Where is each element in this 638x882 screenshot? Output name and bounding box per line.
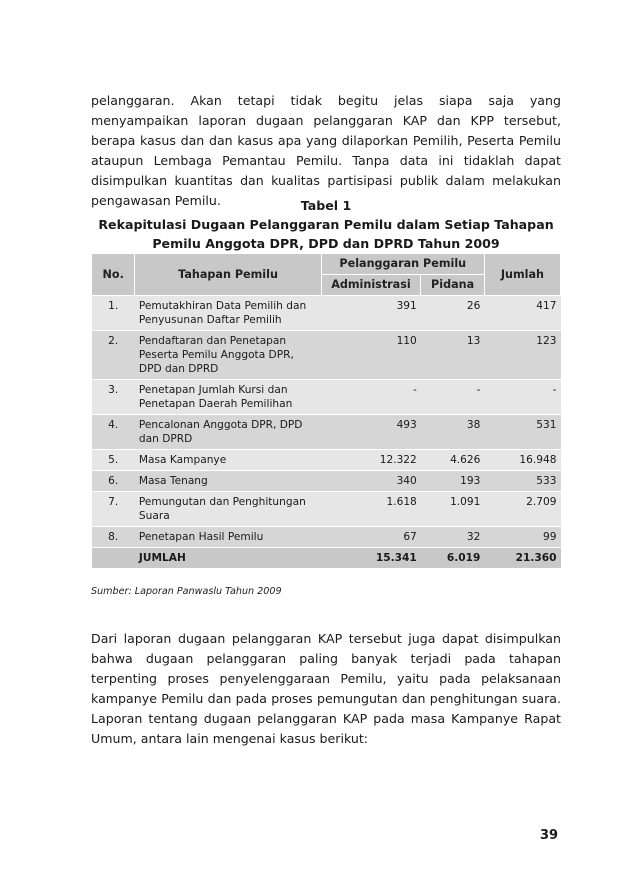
cell-administrasi: 391 [321,296,421,331]
cell-no: 5. [92,450,135,471]
cell-administrasi: 12.322 [321,450,421,471]
cell-pidana: - [421,380,485,415]
cell-jumlah: 417 [484,296,560,331]
table-title-line1: Rekapitulasi Dugaan Pelanggaran Pemilu dalam Setiap Tahapan [98,217,554,232]
cell-tahapan: Penetapan Jumlah Kursi dan Penetapan Daerah Pemilihan [135,380,321,415]
table-row [92,415,561,450]
cell-tahapan: Pemungutan dan Penghitungan Suara [135,492,321,527]
header-no: No. [92,254,135,296]
cell-administrasi: 67 [321,527,421,548]
total-administrasi: 15.341 [321,548,421,569]
header-pelanggaran: Pelanggaran Pemilu [321,254,484,275]
cell-pidana: 1.091 [421,492,485,527]
table-row [92,492,561,527]
table-source: Sumber: Laporan Panwaslu Tahun 2009 [91,586,282,597]
table-row [92,331,561,380]
cell-no: 8. [92,527,135,548]
cell-tahapan: Pemutakhiran Data Pemilih dan Penyusunan Daftar Pemilih [135,296,321,331]
table-row [92,527,561,548]
cell-administrasi: 1.618 [321,492,421,527]
total-label: JUMLAH [135,548,321,569]
page-number: 39 [540,828,559,843]
cell-pidana: 38 [421,415,485,450]
cell-no: 4. [92,415,135,450]
cell-administrasi: 340 [321,471,421,492]
table-row [92,296,561,331]
table-header-row [92,254,561,275]
cell-tahapan: Pencalonan Anggota DPR, DPD dan DPRD [135,415,321,450]
cell-administrasi: 493 [321,415,421,450]
cell-jumlah: 533 [484,471,560,492]
header-tahapan: Tahapan Pemilu [135,254,321,296]
cell-pidana: 4.626 [421,450,485,471]
table-title-line2: Pemilu Anggota DPR, DPD dan DPRD Tahun 2009 [152,236,500,251]
cell-pidana: 32 [421,527,485,548]
cell-administrasi: 110 [321,331,421,380]
table-row [92,471,561,492]
table-row [92,380,561,415]
cell-no: 7. [92,492,135,527]
cell-jumlah: 531 [484,415,560,450]
violation-table [91,253,561,569]
cell-jumlah: 2.709 [484,492,560,527]
cell-pidana: 26 [421,296,485,331]
total-pidana: 6.019 [421,548,485,569]
header-administrasi: Administrasi [321,275,421,296]
cell-tahapan: Penetapan Hasil Pemilu [135,527,321,548]
header-jumlah: Jumlah [484,254,560,296]
table-total-row [92,548,561,569]
cell-no: 6. [92,471,135,492]
table-row [92,450,561,471]
cell-jumlah: - [484,380,560,415]
cell-pidana: 13 [421,331,485,380]
cell-pidana: 193 [421,471,485,492]
cell-jumlah: 16.948 [484,450,560,471]
cell-administrasi: - [321,380,421,415]
cell-jumlah: 99 [484,527,560,548]
cell-tahapan: Masa Tenang [135,471,321,492]
cell-tahapan: Pendaftaran dan Penetapan Peserta Pemilu Anggota DPR, DPD dan DPRD [135,331,321,380]
cell-tahapan: Masa Kampanye [135,450,321,471]
intro-paragraph: pelanggaran. Akan tetapi tidak begitu jelas siapa saja yang menyampaikan laporan dugaan pelanggaran KAP dan KPP tersebut, berapa kasus dan dan kasus apa yang dilaporkan Pemilih, Peserta Pemilu ataupun Lembaga Pemantau Pemilu. Tanpa data ini tidaklah dapat disimpulkan kuantitas dan kualitas partisipasi publik dalam melakukan pengawasan Pemilu. [91,93,561,208]
cell-no: 3. [92,380,135,415]
header-pidana: Pidana [421,275,485,296]
cell-jumlah: 123 [484,331,560,380]
cell-no: 1. [92,296,135,331]
table-label: Tabel 1 [300,198,352,213]
table-caption [91,196,561,253]
closing-paragraph: Dari laporan dugaan pelanggaran KAP tersebut juga dapat disimpulkan bahwa dugaan pelanggaran paling banyak terjadi pada tahapan terpenting proses penyelenggaraan Pemilu, yaitu pada pelaksanaan kampanye Pemilu dan pada proses pemungutan dan penghitungan suara. Laporan tentang dugaan pelanggaran KAP pada masa Kampanye Rapat Umum, antara lain mengenai kasus berikut: [91,631,561,746]
cell-no-empty [92,548,135,569]
total-jumlah: 21.360 [484,548,560,569]
cell-no: 2. [92,331,135,380]
